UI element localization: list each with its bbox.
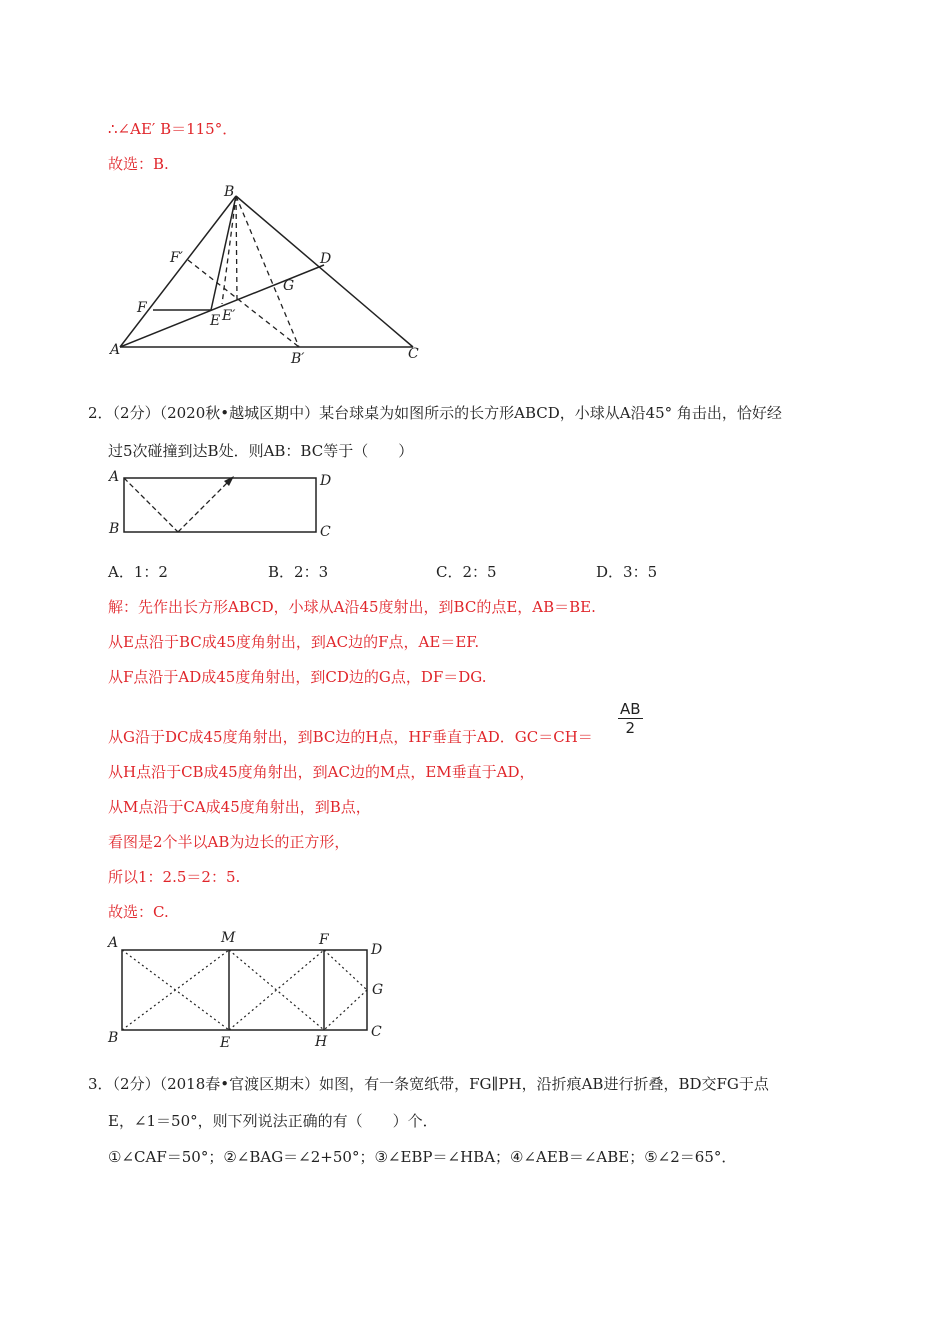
- question-3-statements: ①∠CAF＝50°；②∠BAG＝∠2+50°；③∠EBP＝∠HBA；④∠AEB＝∠ABE；⑤∠2＝65°．: [108, 1148, 737, 1166]
- triangle-fold-figure: [100, 180, 430, 370]
- label-G: G: [283, 278, 295, 294]
- option-d: D．3：5: [596, 563, 658, 581]
- label-A: A: [110, 342, 121, 358]
- billiard-table-figure: [100, 465, 345, 545]
- solution-line-5: 从H点沿于CB成45度角射出，到AC边的M点，EM垂直于AD，: [108, 763, 535, 781]
- question-2-line2: 过5次碰撞到达B处．则AB：BC等于（ ）: [108, 442, 414, 460]
- fraction-denominator: 2: [625, 719, 636, 737]
- label-B-prime: B′: [291, 351, 305, 367]
- sol-label-G: G: [372, 982, 384, 998]
- solution-conclusion: ∴∠AE′ B＝115°．: [108, 120, 238, 138]
- rect-label-D: D: [320, 473, 332, 489]
- question-2-line1: 2．（2分）（2020秋•越城区期中）某台球桌为如图所示的长方形ABCD，小球从A沿45° 角击出，恰好经: [88, 404, 782, 422]
- sol-label-D: D: [371, 942, 383, 958]
- sol-label-F: F: [319, 932, 329, 948]
- solution-line-1: 解：先作出长方形ABCD，小球从A沿45度射出，到BC的点E，AB＝BE.: [108, 598, 596, 616]
- rect-label-A: A: [109, 469, 120, 485]
- solution-line-2: 从E点沿于BC成45度角射出，到AC边的F点，AE＝EF.: [108, 633, 480, 651]
- sol-label-H: H: [315, 1034, 328, 1050]
- fraction-ab-over-2: [618, 701, 643, 737]
- sol-label-B: B: [108, 1030, 119, 1046]
- solution-line-6: 从M点沿于CA成45度角射出，到B点，: [108, 798, 371, 816]
- sol-label-A: A: [108, 935, 119, 951]
- sol-label-E: E: [220, 1035, 231, 1050]
- option-a: A．1：2: [108, 563, 168, 581]
- option-b: B．2：3: [268, 563, 329, 581]
- rect-label-B: B: [109, 521, 120, 537]
- label-E-prime: E′: [222, 308, 236, 324]
- sol-label-C: C: [371, 1024, 382, 1040]
- solution-line-4: 从G沿于DC成45度角射出，到BC边的H点，HF垂直于AD．GC＝CH＝: [108, 728, 593, 746]
- answer-choice: 故选：B.: [108, 155, 169, 173]
- label-D: D: [320, 251, 332, 267]
- label-C: C: [408, 346, 419, 362]
- question-3-line2: E，∠1＝50°，则下列说法正确的有（ ）个．: [108, 1112, 438, 1130]
- label-B: B: [224, 184, 235, 200]
- fraction-numerator: AB: [620, 700, 641, 718]
- solution-line-7: 看图是2个半以AB为边长的正方形，: [108, 833, 350, 851]
- label-E: E: [210, 313, 221, 329]
- solution-path-figure: [100, 925, 400, 1050]
- solution-line-3: 从F点沿于AD成45度角射出，到CD边的G点，DF＝DG.: [108, 668, 487, 686]
- solution-line-8: 所以1：2.5＝2：5.: [108, 868, 241, 886]
- solution-line-9: 故选：C.: [108, 903, 169, 921]
- question-3-line1: 3．（2分）（2018春•官渡区期末）如图，有一条宽纸带，FG∥PH，沿折痕AB进行折叠，BD交FG于点: [88, 1075, 769, 1093]
- label-F: F: [137, 300, 147, 316]
- rect-label-C: C: [320, 524, 331, 540]
- label-F-prime: F′: [170, 250, 183, 266]
- sol-label-M: M: [221, 930, 236, 946]
- option-c: C．2：5: [436, 563, 497, 581]
